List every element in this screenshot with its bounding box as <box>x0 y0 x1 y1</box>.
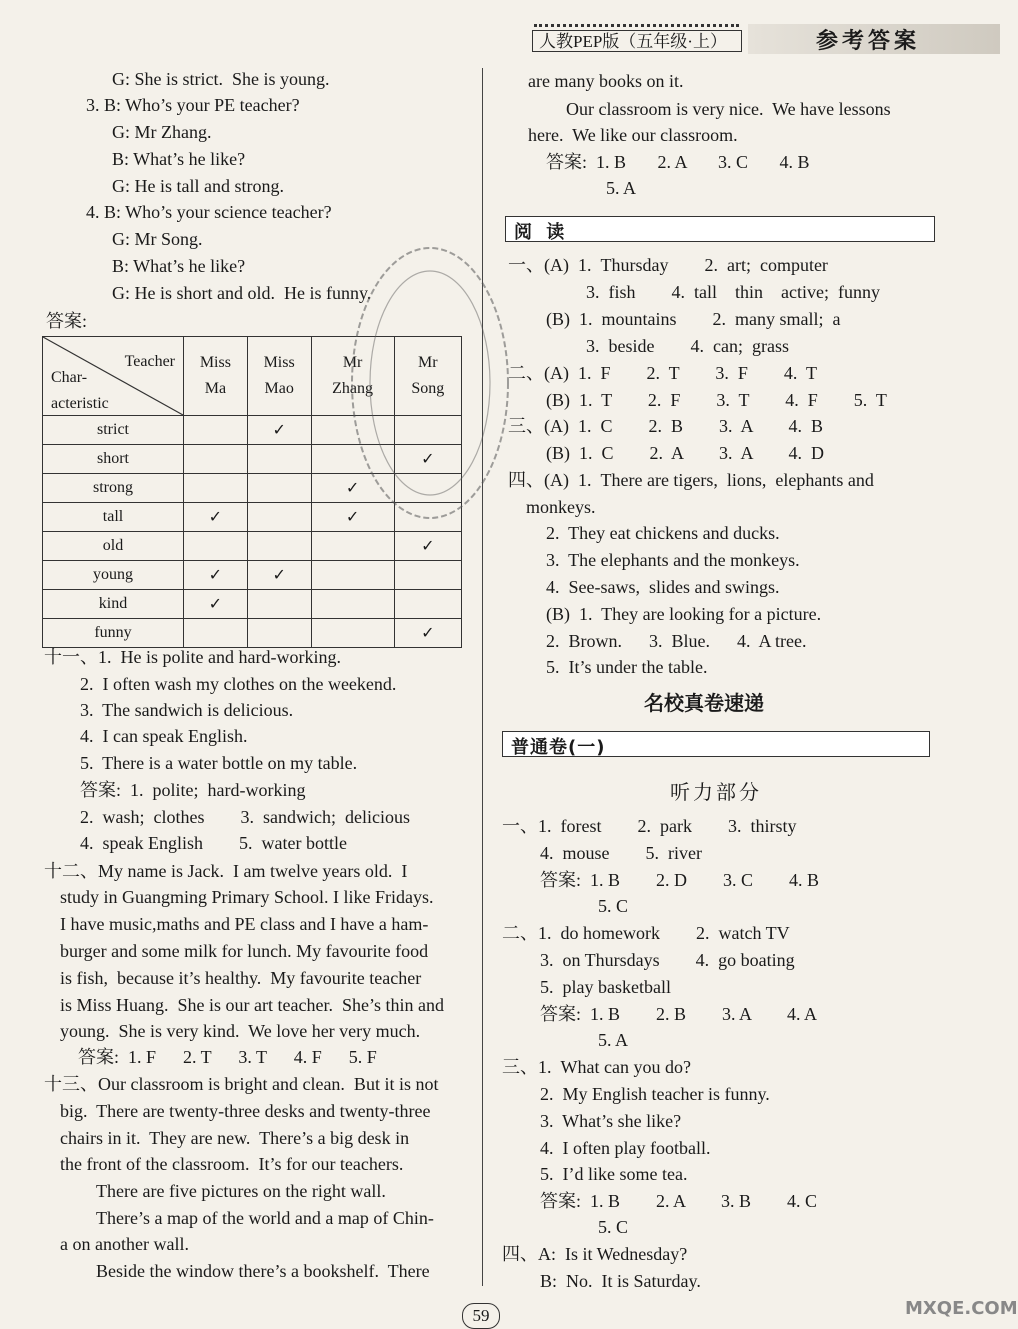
s11-line: 3. The sandwich is delicious. <box>80 700 294 720</box>
page-number: 59 <box>462 1303 500 1329</box>
s12-answer: 答案: 1. F 2. T 3. T 4. F 5. F <box>78 1047 377 1067</box>
passage-line: here. We like our classroom. <box>528 125 738 145</box>
listening-line: 5. C <box>598 1217 629 1237</box>
s11-line: 5. There is a water bottle on my table. <box>80 753 358 773</box>
trait-cell: strong <box>43 474 184 503</box>
s11-line: 4. I can speak English. <box>80 726 248 746</box>
paper-heading: 普通卷(一) <box>502 731 930 757</box>
listening-line: 5. A <box>598 1030 629 1050</box>
empty-cell <box>311 590 394 619</box>
trait-cell: funny <box>43 619 184 648</box>
reading-line: 三、(A) 1. C 2. B 3. A 4. B <box>508 416 824 436</box>
corner-char-label: acteristic <box>51 395 109 412</box>
empty-cell <box>247 590 311 619</box>
reading-line: 二、(A) 1. F 2. T 3. F 4. T <box>508 363 818 383</box>
table-row <box>43 561 462 590</box>
watermark-text: MXQE.COM <box>905 1298 1018 1319</box>
empty-cell <box>247 474 311 503</box>
answer-line: 答案: 1. B 2. A 3. C 4. B <box>546 152 810 172</box>
trait-cell: short <box>43 445 184 474</box>
listening-line: 四、A: Is it Wednesday? <box>502 1244 688 1264</box>
empty-cell <box>311 561 394 590</box>
dialog-line: G: She is strict. She is young. <box>112 69 330 89</box>
dialog-line: 4. B: Who’s your science teacher? <box>86 202 332 222</box>
listening-line: 一、1. forest 2. park 3. thirsty <box>502 816 797 836</box>
reading-line: (B) 1. C 2. A 3. A 4. D <box>546 443 825 463</box>
listening-line: 答案: 1. B 2. B 3. A 4. A <box>540 1004 818 1024</box>
reading-line: (B) 1. They are looking for a picture. <box>546 604 822 624</box>
page-header <box>526 22 1000 56</box>
listening-line: 三、1. What can you do? <box>502 1057 691 1077</box>
s13-line: Beside the window there’s a bookshelf. There <box>96 1261 430 1281</box>
check-mark-cell: ✓ <box>394 445 461 474</box>
dialog-line: 3. B: Who’s your PE teacher? <box>86 95 300 115</box>
s12-line: study in Guangming Primary School. I like Fridays. <box>60 887 434 907</box>
listening-line: 答案: 1. B 2. A 3. B 4. C <box>540 1191 818 1211</box>
reading-line: 四、(A) 1. There are tigers, lions, elephants and <box>508 470 874 490</box>
s11-line: 答案: 1. polite; hard-working <box>80 780 306 800</box>
reading-line: 3. The elephants and the monkeys. <box>546 550 800 570</box>
listening-line: 答案: 1. B 2. D 3. C 4. B <box>540 870 820 890</box>
check-mark-cell: ✓ <box>247 561 311 590</box>
check-mark-cell: ✓ <box>394 619 461 648</box>
s11-line: 2. I often wash my clothes on the weekend. <box>80 674 397 694</box>
table-row <box>43 619 462 648</box>
trait-cell: kind <box>43 590 184 619</box>
empty-cell <box>184 445 248 474</box>
s13-line: There are five pictures on the right wall. <box>96 1181 386 1201</box>
empty-cell <box>184 474 248 503</box>
header-dots <box>534 24 739 27</box>
check-mark-cell: ✓ <box>184 561 248 590</box>
listening-line: 5. I’d like some tea. <box>540 1164 688 1184</box>
listening-line: 2. My English teacher is funny. <box>540 1084 770 1104</box>
s13-line: a on another wall. <box>60 1234 189 1254</box>
dialog-line: G: He is short and old. He is funny. <box>112 283 372 303</box>
listening-line: 4. I often play football. <box>540 1138 711 1158</box>
passage-line: are many books on it. <box>528 71 684 91</box>
answer-line: 5. A <box>606 178 637 198</box>
corner-char-label: Char- <box>51 369 88 386</box>
listening-line: 二、1. do homework 2. watch TV <box>502 923 790 943</box>
reading-line: 5. It’s under the table. <box>546 657 708 677</box>
s13-line: big. There are twenty-three desks and twenty-three <box>60 1101 431 1121</box>
table-corner-cell <box>43 337 184 416</box>
s12-line: burger and some milk for lunch. My favourite food <box>60 941 429 961</box>
listening-line: 3. on Thursdays 4. go boating <box>540 950 795 970</box>
reading-line: 4. See-saws, slides and swings. <box>546 577 780 597</box>
empty-cell <box>394 561 461 590</box>
reading-heading: 阅 读 <box>505 216 935 242</box>
edition-label: 人教PEP版（五年级·上） <box>532 30 742 52</box>
s11-line: 十一、1. He is polite and hard-working. <box>44 647 341 667</box>
s12-line: young. She is very kind. We love her very much. <box>60 1021 421 1041</box>
check-mark-cell: ✓ <box>311 474 394 503</box>
s11-line: 4. speak English 5. water bottle <box>80 833 347 853</box>
dialog-line: G: Mr Zhang. <box>112 122 212 142</box>
trait-cell: tall <box>43 503 184 532</box>
reading-line: 2. They eat chickens and ducks. <box>546 523 780 543</box>
listening-line: 5. C <box>598 896 629 916</box>
trait-cell: strict <box>43 416 184 445</box>
empty-cell <box>184 619 248 648</box>
corner-teacher-label: Teacher <box>124 353 175 370</box>
empty-cell <box>184 416 248 445</box>
dialog-line: G: He is tall and strong. <box>112 176 284 196</box>
reading-line: monkeys. <box>526 497 596 517</box>
s12-line: is fish, because it’s healthy. My favourite teacher <box>60 968 422 988</box>
empty-cell <box>247 619 311 648</box>
trait-cell: young <box>43 561 184 590</box>
listening-line: 4. mouse 5. river <box>540 843 702 863</box>
reading-line: (B) 1. mountains 2. many small; a <box>546 309 841 329</box>
teacher-header: Miss Ma <box>184 337 248 416</box>
check-mark-cell: ✓ <box>394 532 461 561</box>
reading-line: 3. beside 4. can; grass <box>586 336 789 356</box>
passage-line: Our classroom is very nice. We have lessons <box>566 99 891 119</box>
teacher-header: Mr Zhang <box>311 337 394 416</box>
s13-line: 十三、Our classroom is bright and clean. But it is not <box>44 1074 439 1094</box>
table-row <box>43 532 462 561</box>
table-row <box>43 590 462 619</box>
empty-cell <box>184 532 248 561</box>
s13-line: There’s a map of the world and a map of Chin- <box>96 1208 434 1228</box>
dialog-line: B: What’s he like? <box>112 149 246 169</box>
answer-label: 答案: <box>46 311 88 331</box>
s13-line: the front of the classroom. It’s for our teachers. <box>60 1154 404 1174</box>
listening-line: B: No. It is Saturday. <box>540 1271 701 1291</box>
listening-line: 5. play basketball <box>540 977 671 997</box>
teacher-header: Mr Song <box>394 337 461 416</box>
famous-schools-title: 名校真卷速递 <box>644 691 764 715</box>
check-mark-cell: ✓ <box>311 503 394 532</box>
s13-line: chairs in it. They are new. There’s a big desk in <box>60 1128 410 1148</box>
empty-cell <box>311 532 394 561</box>
dialog-line: G: Mr Song. <box>112 229 203 249</box>
check-mark-cell: ✓ <box>184 503 248 532</box>
empty-cell <box>311 619 394 648</box>
s11-line: 2. wash; clothes 3. sandwich; delicious <box>80 807 410 827</box>
circular-stamp-graphic <box>345 238 515 528</box>
reading-line: (B) 1. T 2. F 3. T 4. F 5. T <box>546 390 887 410</box>
check-mark-cell: ✓ <box>247 416 311 445</box>
empty-cell <box>247 532 311 561</box>
s12-line: I have music,maths and PE class and I have a ham- <box>60 914 429 934</box>
check-mark-cell: ✓ <box>184 590 248 619</box>
reading-line: 一、(A) 1. Thursday 2. art; computer <box>508 255 828 275</box>
reading-line: 2. Brown. 3. Blue. 4. A tree. <box>546 631 807 651</box>
listening-line: 3. What’s she like? <box>540 1111 682 1131</box>
listening-title: 听力部分 <box>670 780 762 804</box>
s12-line: is Miss Huang. She is our art teacher. She’s thin and <box>60 995 444 1015</box>
teacher-header: Miss Mao <box>247 337 311 416</box>
dialog-line: B: What’s he like? <box>112 256 246 276</box>
empty-cell <box>247 445 311 474</box>
header-title: 参考答案 <box>816 29 921 54</box>
s12-line: 十二、My name is Jack. I am twelve years old. I <box>44 861 408 881</box>
trait-cell: old <box>43 532 184 561</box>
empty-cell <box>394 590 461 619</box>
reading-line: 3. fish 4. tall thin active; funny <box>586 282 880 302</box>
empty-cell <box>247 503 311 532</box>
